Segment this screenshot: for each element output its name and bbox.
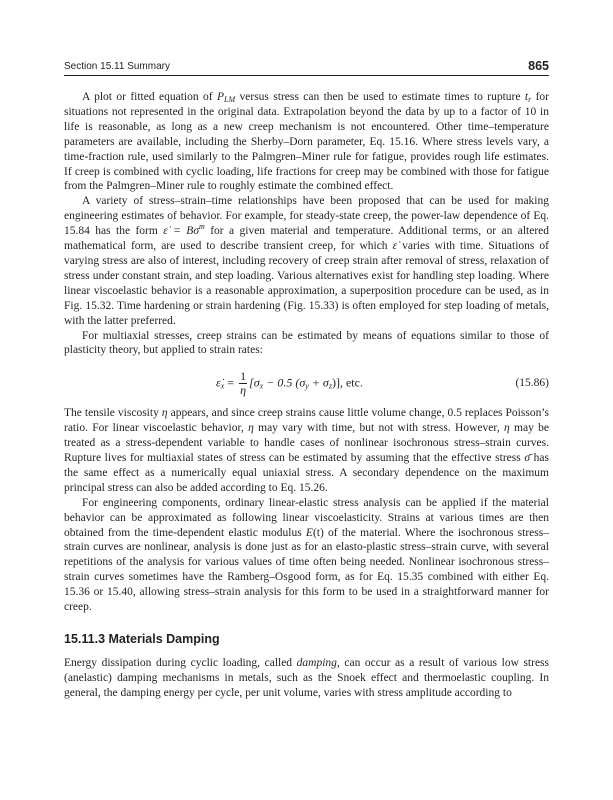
equation-fraction: $\frac{1}{\eta}$	[240, 369, 247, 398]
body-text	[64, 90, 549, 701]
header-rule	[64, 75, 549, 76]
paragraph-2: A variety of stress–strain–time relationships have been proposed that can be used for making engineering estimates of behavior. For example, for steady-state creep, the power-law dependence of Eq. 15.84 has the form ε̇ = $B\sigma^m$ for a given material and temperature. Additional terms, or an altered mathematical form, are used to describe transient creep, for which ε̇ varies with time. Situations of varying stress are also of interest, including recovery of creep strain after removal of stress, relaxation of stress under constant strain, and step loading. Various alternatives exist for handling step loading. Where linear viscoelastic behavior is a reasonable approximation, a superposition procedure can be used, as in Fig. 15.32. Time hardening or strain hardening (Fig. 15.33) is often employed for step loading of metals, with the latter preferred.	[64, 195, 550, 327]
paragraph-6: Energy dissipation during cyclic loading, called damping, can occur as a result of various low stress (anelastic) damping mechanisms in metals, such as the Snoek effect and thermoelastic coupling. In general, the damping energy per cycle, per unit volume, varies with stress amplitude according to	[64, 656, 550, 699]
equation-number: (15.86)	[515, 377, 549, 390]
paragraph-5: For engineering components, ordinary linear-elastic stress analysis can be applied if the material behavior can be approximated as following linear viscoelasticity. Strains at various times are then obtained from the time-dependent elastic modulus E(t) of the material. Where the isochronous stress–strain curves are nonlinear, analysis is done just as for an elasto-plastic stress–strain curve, with several repetitions of the analysis for various values of time often being needed. Nonlinear isochronous stress–strain curves sometimes have the Ramberg–Osgood form, as for Eq. 15.35 combined with either Eq. 15.36 or 15.40, allowing stress–strain analysis for this form to be used in a straightforward manner for creep.	[64, 496, 549, 614]
running-header	[64, 58, 549, 74]
paragraph-1: A plot or fitted equation of $P_{LM}$ versus stress can then be used to estimate times to rupture $t_r$ for situations not represented in the original data. Extrapolation beyond the data by up to a factor of 10 in life is reasonable, as long as a new creep mechanism is not encountered. Other time–temperature parameters are available, including the Sherby–Dorn parameter, Eq. 15.16. Where stress levels vary, a time-fraction rule, used similarly to the Palmgren–Miner rule for fatigue, provides rough life estimates. If creep is combined with cyclic loading, life fractions for creep may be combined with those for fatigue from the Palmgren–Miner rule to roughly estimate the combined effect.	[64, 91, 549, 193]
paragraph-3: For multiaxial stresses, creep strains can be estimated by means of equations similar to those of plasticity theory, but applied to strain rates:	[64, 329, 549, 357]
section-title: Section 15.11 Summary	[64, 61, 170, 72]
section-heading: 15.11.3 Materials Damping	[64, 632, 220, 646]
equation-formula: $\varepsiloṅ_x$ = $\frac{1}{\eta}$ [$\sigma_x - 0.5$ $(\sigma_y + \sigma_z)$], etc.	[216, 369, 363, 398]
paragraph-4: The tensile viscosity η appears, and since creep strains cause little volume change, 0.5 replaces Poisson’s ratio. For linear viscoelastic behavior, η may vary with time, but not with stress. However, η may be treated as a stress-dependent variable to handle cases of nonlinear isochronous stress–strain curves. Rupture lives for multiaxial states of stress can be estimated by assuming that the effective stress σ̄ has the same effect as a numerically equal uniaxial stress. A secondary dependence on the maximum principal stress can also be added according to Eq. 15.26.	[64, 407, 550, 494]
page-number: 865	[528, 59, 549, 73]
equation-15-86	[64, 360, 549, 402]
